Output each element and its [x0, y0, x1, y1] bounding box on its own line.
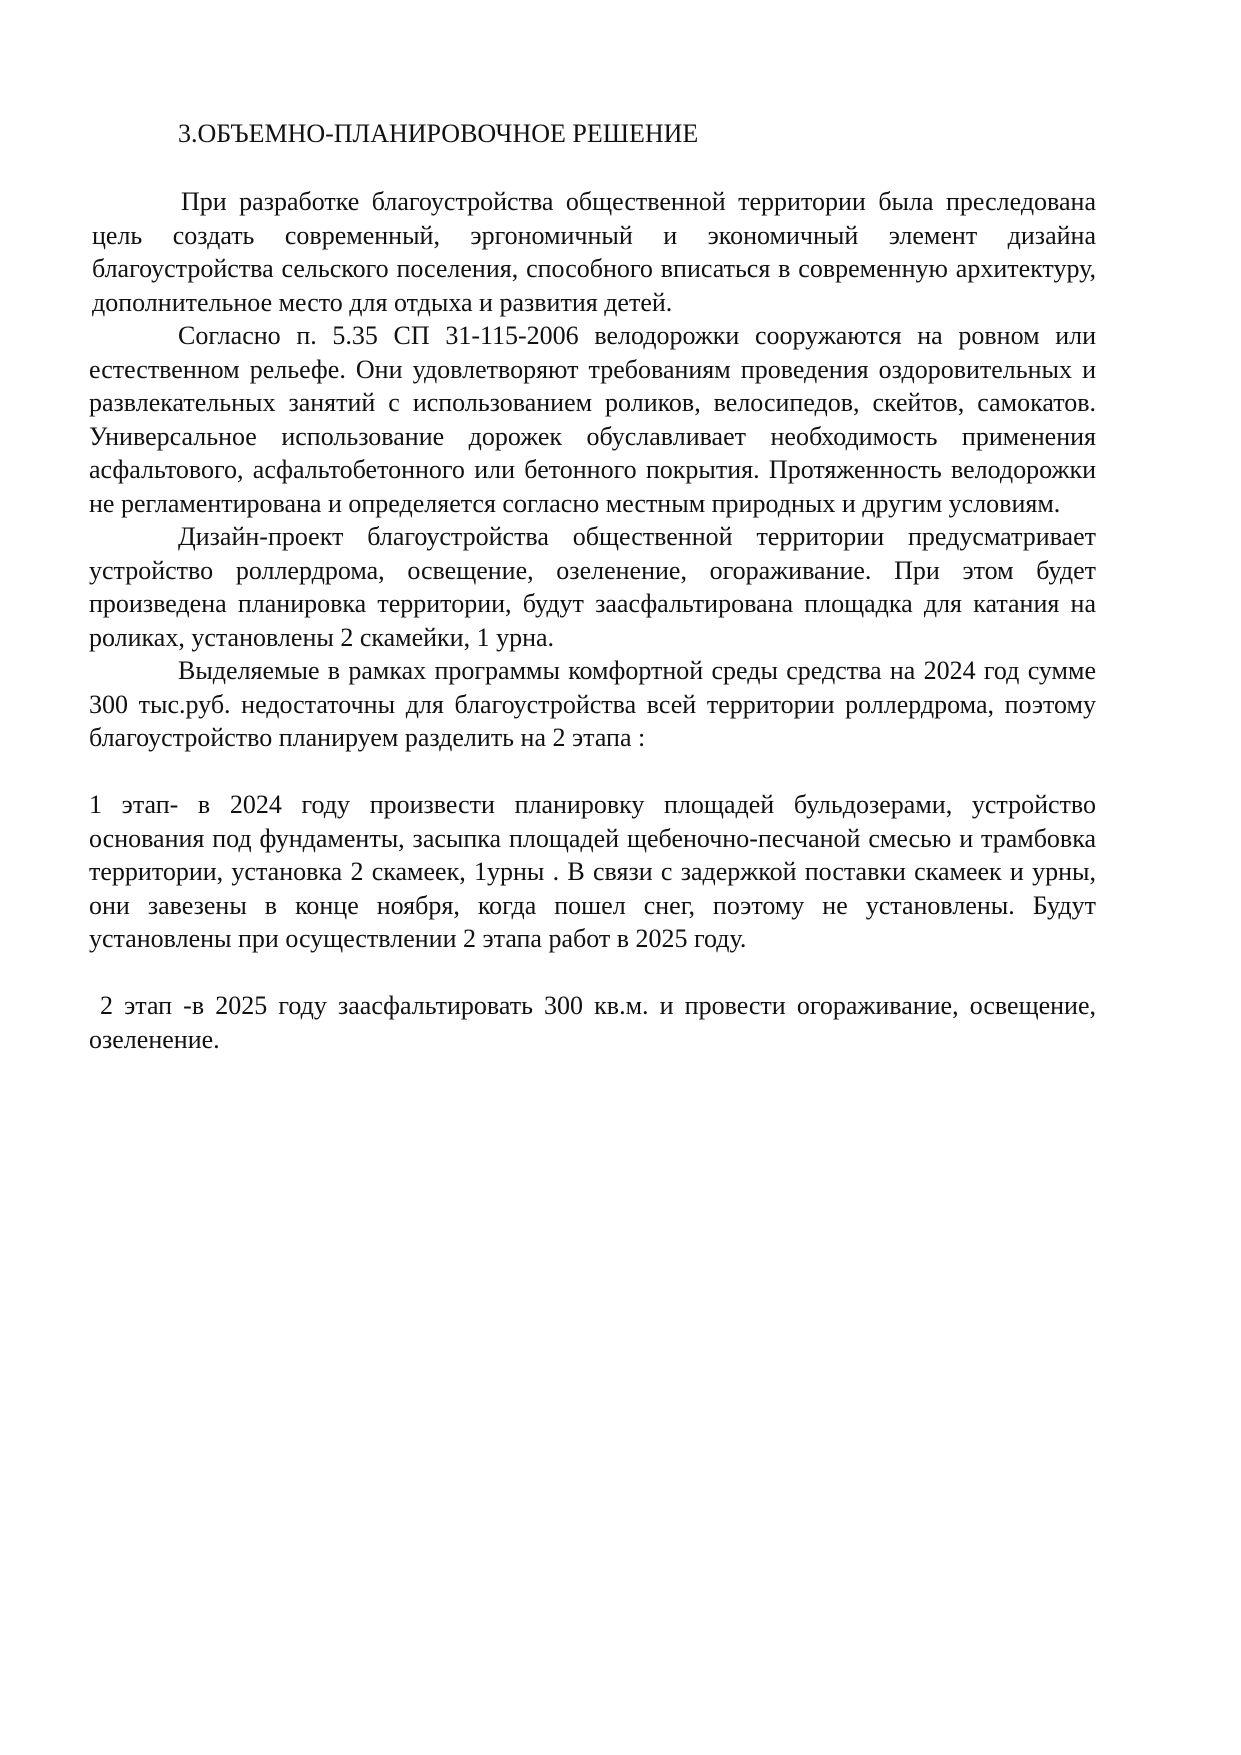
- paragraph-spacer: [89, 755, 1096, 789]
- paragraph-design-goal: При разработке благоустройства общественной территории была преследована цель создать современный, эргономичный и экономичный элемент дизайна благоустройства сельского поселения, способного вписаться в современную архитектуру, дополнительное место для отдыха и развития детей.: [92, 187, 1096, 317]
- paragraph-stage-1: 1 этап- в 2024 году произвести планировку площадей бульдозерами, устройство основания под фундаменты, засыпка площадей щебеночно-песчаной смесью и трамбовка территории, установка 2 скамеек, 1урны . В связи с задержкой поставки скамеек и урны, они завезены в конце ноября, когда пошел снег, поэтому не установлены. Будут установлены при осуществлении 2 этапа работ в 2025 году.: [89, 790, 1096, 953]
- paragraph-stage-2: 2 этап -в 2025 году заасфальтировать 300 кв.м. и провести огораживание, освещение, озеленение.: [89, 991, 1096, 1054]
- paragraph-design-project: Дизайн-проект благоустройства общественной территории предусматривает устройство роллердрома, освещение, озеленение, огораживание. При этом будет произведена планировка территории, будут заасфальтирована площадка для катания на роликах, установлены 2 скамейки, 1 урна.: [89, 522, 1096, 652]
- section-heading: 3.ОБЪЕМНО-ПЛАНИРОВОЧНОЕ РЕШЕНИЕ: [178, 119, 699, 148]
- document-body: [89, 185, 1096, 1056]
- paragraph-funding: Выделяемые в рамках программы комфортной среды средства на 2024 год сумме 300 тыс.руб. недостаточны для благоустройства всей территории роллердрома, поэтому благоустройство планируем разделить на 2 этапа :: [89, 656, 1096, 752]
- paragraph-spacer: [89, 956, 1096, 990]
- paragraph-bike-paths: Согласно п. 5.35 СП 31-115-2006 велодорожки сооружаются на ровном или естественном рельефе. Они удовлетворяют требованиям проведения оздоровительных и развлекательных занятий с использованием роликов, велосипедов, скейтов, самокатов. Универсальное использование дорожек обуславливает необходимость применения асфальтового, асфальтобетонного или бетонного покрытия. Протяженность велодорожки не регламентирована и определяется согласно местным природных и другим условиям.: [89, 321, 1096, 518]
